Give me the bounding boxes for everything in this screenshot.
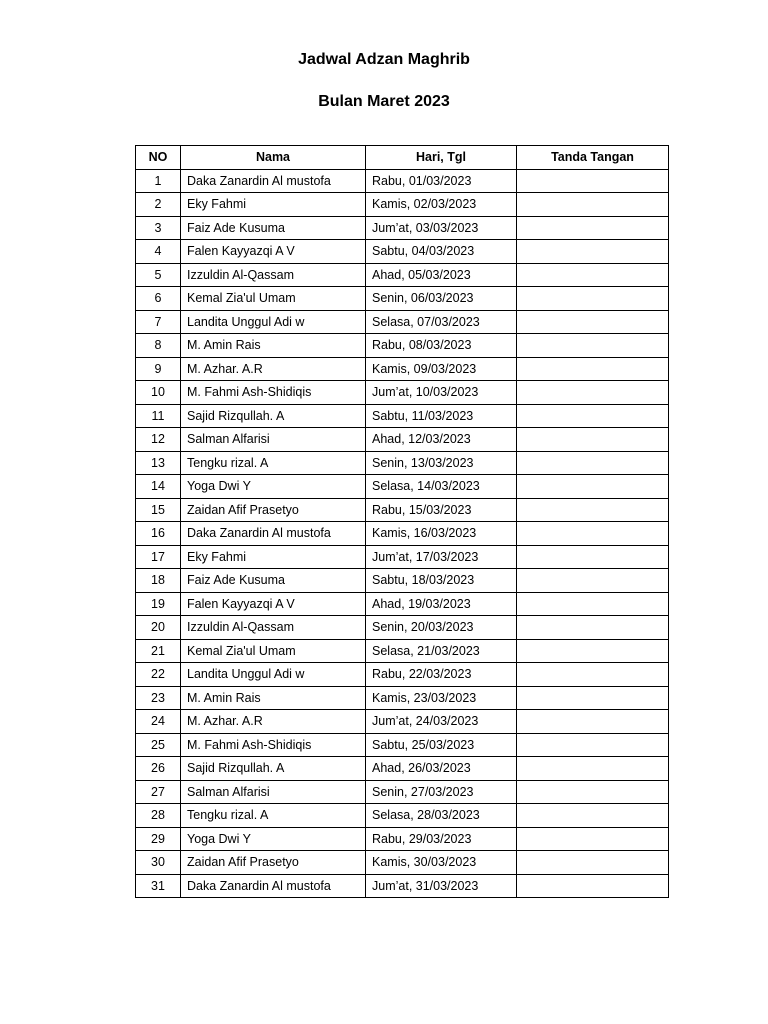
- cell-tanggal: Sabtu, 11/03/2023: [366, 404, 517, 428]
- table-row: [136, 498, 669, 522]
- header-tanggal: Hari, Tgl: [366, 146, 517, 170]
- cell-tanda-tangan: [517, 874, 669, 898]
- cell-tanggal: Rabu, 29/03/2023: [366, 827, 517, 851]
- cell-nama: Landita Unggul Adi w: [181, 663, 366, 687]
- cell-tanggal: Jum’at, 17/03/2023: [366, 545, 517, 569]
- table-row: [136, 592, 669, 616]
- cell-no: 28: [136, 804, 181, 828]
- cell-tanggal: Sabtu, 04/03/2023: [366, 240, 517, 264]
- cell-no: 7: [136, 310, 181, 334]
- header-no: NO: [136, 146, 181, 170]
- cell-no: 13: [136, 451, 181, 475]
- cell-nama: Sajid Rizqullah. A: [181, 404, 366, 428]
- cell-tanggal: Ahad, 26/03/2023: [366, 757, 517, 781]
- cell-tanda-tangan: [517, 381, 669, 405]
- cell-no: 2: [136, 193, 181, 217]
- cell-nama: M. Amin Rais: [181, 334, 366, 358]
- cell-tanda-tangan: [517, 804, 669, 828]
- cell-nama: Landita Unggul Adi w: [181, 310, 366, 334]
- cell-nama: Zaidan Afif Prasetyo: [181, 851, 366, 875]
- table-row: [136, 522, 669, 546]
- cell-tanda-tangan: [517, 710, 669, 734]
- cell-tanda-tangan: [517, 522, 669, 546]
- cell-no: 15: [136, 498, 181, 522]
- cell-tanggal: Senin, 13/03/2023: [366, 451, 517, 475]
- cell-tanda-tangan: [517, 569, 669, 593]
- table-row: [136, 639, 669, 663]
- cell-no: 30: [136, 851, 181, 875]
- cell-tanda-tangan: [517, 757, 669, 781]
- header-tanda-tangan: Tanda Tangan: [517, 146, 669, 170]
- cell-tanggal: Rabu, 15/03/2023: [366, 498, 517, 522]
- cell-tanda-tangan: [517, 639, 669, 663]
- cell-nama: M. Azhar. A.R: [181, 357, 366, 381]
- table-row: [136, 357, 669, 381]
- cell-tanggal: Rabu, 22/03/2023: [366, 663, 517, 687]
- cell-nama: Salman Alfarisi: [181, 780, 366, 804]
- table-row: [136, 616, 669, 640]
- cell-nama: Izzuldin Al-Qassam: [181, 263, 366, 287]
- cell-no: 12: [136, 428, 181, 452]
- table-row: [136, 733, 669, 757]
- cell-nama: Eky Fahmi: [181, 193, 366, 217]
- cell-tanda-tangan: [517, 263, 669, 287]
- cell-tanggal: Jum’at, 03/03/2023: [366, 216, 517, 240]
- cell-nama: Tengku rizal. A: [181, 451, 366, 475]
- cell-no: 22: [136, 663, 181, 687]
- cell-tanggal: Jum’at, 24/03/2023: [366, 710, 517, 734]
- table-row: [136, 545, 669, 569]
- cell-no: 3: [136, 216, 181, 240]
- table-header-row: [136, 146, 669, 170]
- cell-tanggal: Rabu, 08/03/2023: [366, 334, 517, 358]
- cell-tanggal: Sabtu, 18/03/2023: [366, 569, 517, 593]
- cell-tanggal: Jum’at, 10/03/2023: [366, 381, 517, 405]
- table-row: [136, 381, 669, 405]
- cell-tanda-tangan: [517, 451, 669, 475]
- cell-no: 8: [136, 334, 181, 358]
- cell-tanggal: Kamis, 16/03/2023: [366, 522, 517, 546]
- cell-nama: Faiz Ade Kusuma: [181, 569, 366, 593]
- cell-tanda-tangan: [517, 827, 669, 851]
- table-row: [136, 569, 669, 593]
- cell-tanda-tangan: [517, 193, 669, 217]
- cell-no: 21: [136, 639, 181, 663]
- table-row: [136, 216, 669, 240]
- cell-tanda-tangan: [517, 169, 669, 193]
- header-nama: Nama: [181, 146, 366, 170]
- cell-nama: Zaidan Afif Prasetyo: [181, 498, 366, 522]
- cell-tanggal: Senin, 06/03/2023: [366, 287, 517, 311]
- cell-nama: Izzuldin Al-Qassam: [181, 616, 366, 640]
- cell-tanggal: Ahad, 05/03/2023: [366, 263, 517, 287]
- cell-nama: Daka Zanardin Al mustofa: [181, 522, 366, 546]
- cell-tanggal: Selasa, 21/03/2023: [366, 639, 517, 663]
- table-row: [136, 428, 669, 452]
- cell-tanggal: Kamis, 23/03/2023: [366, 686, 517, 710]
- cell-tanggal: Kamis, 02/03/2023: [366, 193, 517, 217]
- cell-nama: Kemal Zia'ul Umam: [181, 639, 366, 663]
- cell-tanggal: Selasa, 28/03/2023: [366, 804, 517, 828]
- cell-tanda-tangan: [517, 592, 669, 616]
- page-title: Jadwal Adzan Maghrib: [298, 51, 470, 68]
- cell-tanda-tangan: [517, 851, 669, 875]
- cell-tanda-tangan: [517, 357, 669, 381]
- table-row: [136, 804, 669, 828]
- cell-no: 24: [136, 710, 181, 734]
- cell-nama: Yoga Dwi Y: [181, 827, 366, 851]
- cell-tanda-tangan: [517, 733, 669, 757]
- table-row: [136, 475, 669, 499]
- table-row: [136, 310, 669, 334]
- cell-nama: Tengku rizal. A: [181, 804, 366, 828]
- cell-no: 27: [136, 780, 181, 804]
- cell-no: 25: [136, 733, 181, 757]
- cell-tanggal: Jum’at, 31/03/2023: [366, 874, 517, 898]
- cell-nama: Falen Kayyazqi A V: [181, 240, 366, 264]
- cell-tanggal: Kamis, 30/03/2023: [366, 851, 517, 875]
- table-row: [136, 757, 669, 781]
- cell-tanggal: Ahad, 12/03/2023: [366, 428, 517, 452]
- cell-no: 18: [136, 569, 181, 593]
- cell-tanggal: Rabu, 01/03/2023: [366, 169, 517, 193]
- cell-no: 5: [136, 263, 181, 287]
- cell-no: 31: [136, 874, 181, 898]
- cell-no: 16: [136, 522, 181, 546]
- cell-nama: M. Azhar. A.R: [181, 710, 366, 734]
- cell-tanda-tangan: [517, 240, 669, 264]
- cell-tanda-tangan: [517, 663, 669, 687]
- cell-tanda-tangan: [517, 404, 669, 428]
- table-row: [136, 334, 669, 358]
- cell-tanda-tangan: [517, 334, 669, 358]
- cell-no: 26: [136, 757, 181, 781]
- cell-nama: Yoga Dwi Y: [181, 475, 366, 499]
- cell-tanggal: Ahad, 19/03/2023: [366, 592, 517, 616]
- cell-nama: Kemal Zia'ul Umam: [181, 287, 366, 311]
- table-row: [136, 663, 669, 687]
- cell-no: 23: [136, 686, 181, 710]
- cell-nama: Salman Alfarisi: [181, 428, 366, 452]
- table-row: [136, 287, 669, 311]
- cell-no: 14: [136, 475, 181, 499]
- cell-no: 11: [136, 404, 181, 428]
- cell-nama: M. Fahmi Ash-Shidiqis: [181, 381, 366, 405]
- cell-tanggal: Sabtu, 25/03/2023: [366, 733, 517, 757]
- cell-tanggal: Senin, 27/03/2023: [366, 780, 517, 804]
- cell-tanggal: Kamis, 09/03/2023: [366, 357, 517, 381]
- schedule-table: [135, 145, 669, 898]
- cell-nama: Daka Zanardin Al mustofa: [181, 169, 366, 193]
- table-row: [136, 874, 669, 898]
- table-row: [136, 193, 669, 217]
- cell-no: 1: [136, 169, 181, 193]
- cell-no: 20: [136, 616, 181, 640]
- cell-no: 6: [136, 287, 181, 311]
- cell-nama: Daka Zanardin Al mustofa: [181, 874, 366, 898]
- cell-no: 19: [136, 592, 181, 616]
- cell-tanda-tangan: [517, 498, 669, 522]
- cell-nama: Faiz Ade Kusuma: [181, 216, 366, 240]
- cell-nama: Falen Kayyazqi A V: [181, 592, 366, 616]
- table-row: [136, 451, 669, 475]
- table-row: [136, 686, 669, 710]
- cell-tanda-tangan: [517, 287, 669, 311]
- cell-tanda-tangan: [517, 686, 669, 710]
- cell-nama: M. Amin Rais: [181, 686, 366, 710]
- page-subtitle: Bulan Maret 2023: [318, 93, 450, 110]
- cell-tanda-tangan: [517, 310, 669, 334]
- table-body: [136, 169, 669, 898]
- cell-no: 17: [136, 545, 181, 569]
- cell-tanda-tangan: [517, 216, 669, 240]
- cell-tanda-tangan: [517, 780, 669, 804]
- cell-no: 10: [136, 381, 181, 405]
- cell-tanggal: Senin, 20/03/2023: [366, 616, 517, 640]
- cell-tanda-tangan: [517, 545, 669, 569]
- table-row: [136, 240, 669, 264]
- table-row: [136, 710, 669, 734]
- cell-no: 9: [136, 357, 181, 381]
- cell-tanggal: Selasa, 07/03/2023: [366, 310, 517, 334]
- cell-no: 4: [136, 240, 181, 264]
- table-row: [136, 263, 669, 287]
- cell-nama: M. Fahmi Ash-Shidiqis: [181, 733, 366, 757]
- cell-tanda-tangan: [517, 616, 669, 640]
- cell-tanda-tangan: [517, 428, 669, 452]
- table-row: [136, 169, 669, 193]
- table-row: [136, 827, 669, 851]
- table-row: [136, 404, 669, 428]
- table-row: [136, 851, 669, 875]
- cell-tanda-tangan: [517, 475, 669, 499]
- cell-nama: Eky Fahmi: [181, 545, 366, 569]
- table-row: [136, 780, 669, 804]
- cell-nama: Sajid Rizqullah. A: [181, 757, 366, 781]
- cell-no: 29: [136, 827, 181, 851]
- cell-tanggal: Selasa, 14/03/2023: [366, 475, 517, 499]
